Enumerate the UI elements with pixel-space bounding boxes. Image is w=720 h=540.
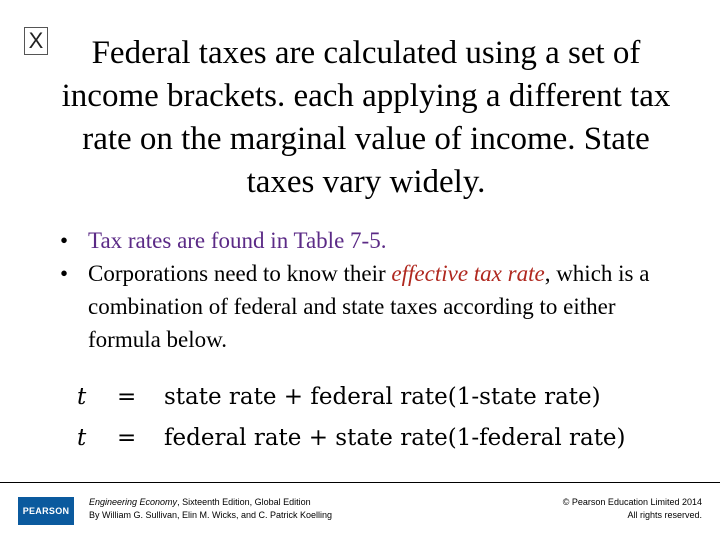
formula-equals: = bbox=[117, 384, 137, 410]
formula-rhs: state rate + federal rate(1-state rate) bbox=[164, 384, 601, 410]
formula-lhs: t bbox=[77, 425, 87, 451]
book-title: Engineering Economy bbox=[89, 497, 178, 507]
copyright-text: © Pearson Education Limited 2014 bbox=[562, 497, 702, 507]
bullet-text-before: Corporations need to know their bbox=[88, 261, 392, 286]
bullet-text: Tax rates are found in Table 7-5. bbox=[88, 228, 387, 253]
formula-equals: = bbox=[117, 425, 137, 451]
formula-rhs: federal rate + state rate(1-federal rate) bbox=[164, 425, 626, 451]
book-edition: , Sixteenth Edition, Global Edition bbox=[177, 497, 311, 507]
bullet-item-effective-rate bbox=[58, 257, 678, 356]
footer-citation bbox=[89, 496, 332, 522]
book-authors: By William G. Sullivan, Elin M. Wicks, and C. Patrick Koelling bbox=[89, 510, 333, 520]
bullet-list bbox=[58, 224, 678, 356]
formula-lhs: t bbox=[77, 384, 87, 410]
effective-tax-rate-term: effective tax rate bbox=[391, 261, 545, 286]
close-box[interactable]: X bbox=[24, 27, 48, 55]
pearson-logo: PEARSON bbox=[18, 497, 74, 525]
slide-title: Federal taxes are calculated using a set of income brackets. each applying a different tax rate on the marginal value of income. State taxes vary widely. bbox=[61, 35, 671, 200]
rights-text: All rights reserved. bbox=[627, 510, 702, 520]
footer-divider bbox=[0, 482, 720, 483]
bullet-text-after: , which is a combination of federal and state taxes according to either formula below. bbox=[88, 261, 650, 352]
footer-copyright bbox=[563, 496, 702, 522]
bullet-item-tax-table bbox=[58, 224, 678, 257]
